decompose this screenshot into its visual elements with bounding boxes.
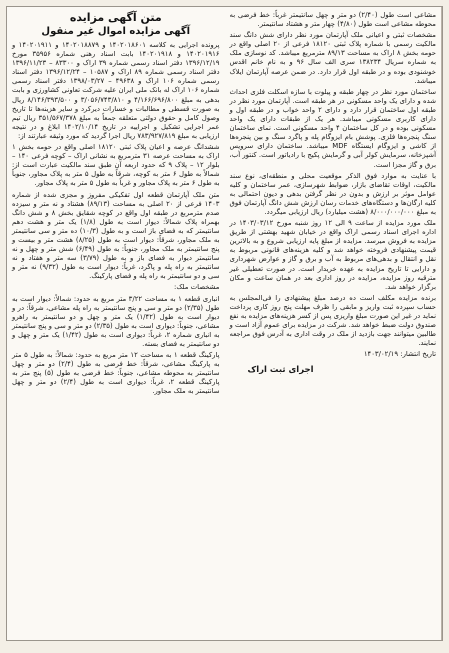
right-paragraph-3: متن ملک آپارتمان قطعه اول تفکیکی مفروز و مجزی شده از شماره ۱۴۰۳ فرعی از ۲۰ اصلی به مساحت (۸۹/۱۳) هشتاد و نه متر و سیزده صدم مترمربع در طبقه اول واقع در کوچه شقایق بخش ۸ و شش دانگ بهمراه پلاک شمالاً: دیوار است به طول (۱/۸) یک متر و هشت دهم سانتیمتر که به فضای باز است و به طول (۱۰/۳) ده متر و سی سانتیمتر به ملک مجاور، شرقاً: دیوار است به طول (۸/۲۵) هشت متر و بیست و پنج سانتیمتر به ملک مجاور، جنوباً: به طول (۶/۴۹) شش متر و چهل و نه سانتیمتر دیوار به فضای باز و به طول (۳/۷۹) سه متر و هفتاد و نه سانتیمتر به راه پله و پاگرد، غرباً: دیوار است به طول (۹/۳۲) نه متر و سی و دو سانتیمتر به راه پله و فضای پارکینگ. bbox=[12, 190, 220, 281]
left-paragraph-1: مشاعی است طول (۲/۴۰) دو متر و چهل سانتیمتر غرباً: خط فرضی به محوطه مشاعی است طول (۴/۸۰) چهار متر و هشتاد سانتیمتر. bbox=[229, 11, 437, 29]
notice-page bbox=[6, 6, 443, 641]
spec-parking: پارکینگ قطعه ۱ به مساحت ۱۲ متر مربع به حدود: شمالاً: به طول ۵ متر به پارکینگ مشاعی، شرقاً: خط فرضی به طول (۲/۴) دو متر و چهل سانتیمتر به محوطه مشاعی، جنوباً: خط فرضی به طول (۵) پنج متر به پارکینگ قطعه ۲، غرباً: دیواری است به طول (۲/۴) دو متر و چهل سانتیمتر به ملک مجاور. bbox=[12, 351, 220, 396]
left-paragraph-5: ملک مورد مزایده از ساعت ۹ الی ۱۲ روز شنبه مورخ ۱۴۰۳/۰۳/۱۲ در اداره اجرای اسناد رسمی اراک واقع در خیابان شهید بهشتی از طریق مزایده به فروش میرسد. مزایده از مبلغ پایه ارزیابی شروع و به بالاترین قیمت پیشنهادی فروخته خواهد شد و کلیه هزینه‌های قانونی مربوط به نقل و انتقال و بدهی‌های مربوط به آب و برق و گاز و عوارض شهرداری و دارایی تا تاریخ مزایده به عهده خریدار است. در صورت تعطیلی غیر مترقبه روز مزایده، مزایده در روز اداری بعد در همان ساعت و مکان برگزار خواهد شد. bbox=[229, 219, 436, 291]
notice-subtitle: آگهی مزایده اموال غیر منقول bbox=[41, 26, 191, 37]
notice-header bbox=[12, 11, 220, 38]
spec-storage: انباری قطعه ۱ به مساحت ۳/۲۲ متر مربع به حدود: شمالاً: دیوار است به طول (۲/۳۵) دو متر و سی و پنج سانتیمتر به راه پله مشاعی، شرقاً: در و دیوار است به طول (۱/۴۲) یک متر و چهل و دو سانتیمتر به راهرو مشاعی، جنوباً: دیواری است به طول (۲/۳۵) دو متر و سی و پنج سانتیمتر به انباری شماره ۲، غرباً: دیواری است به طول (۱/۴۲) یک متر و چهل و دو سانتیمتر به فضای بسته. bbox=[12, 294, 220, 348]
notice-title: متن آگهی مزایده bbox=[69, 11, 162, 24]
specs-heading: مشخصات ملک: bbox=[174, 283, 220, 292]
right-column bbox=[7, 7, 225, 640]
left-paragraph-3: ساختمان مورد نظر در چهار طبقه و پیلوت با سازه اسکلت فلزی احداث شده و دارای یک واحد مسکونی در هر طبقه است. آپارتمان مورد نظر در طبقه اول ساختمان قرار دارد و دارای ۲ واحد خواب و در طبقه اول و دارای کاربری مسکونی میباشد. هر یک از طبقات دارای یک واحد مسکونی بوده و در کل ساختمان ۴ واحد مسکونی است. نمای ساختمان سنگ پنجره‌ها فلزی. پوشش بام ایزوگام پله و پاگرد سنگ و بین پنجره‌ها از کاشی و ایزوگام ایستگاه MDF میباشد. ساختمان دارای سرویس آشپزخانه، سرمایش کولر آبی و گرمایش پکیج با رادیاتور است. کنتور آب، برق و گاز مجزا است. bbox=[229, 87, 437, 169]
signature: اجرای ثبت اراک bbox=[247, 365, 314, 376]
left-paragraph-2: مشخصات ثبتی و اعیانی ملک آپارتمان مورد نظر دارای شش دانگ سند مالکیت رسمی با شماره پلاک ثبتی ۱۸۱۲۰ فرعی از ۲۰ اصلی واقع در حومه بخش ۸ اراک به مساحت ۸۹/۱۳ مترمربع میباشد. کد نوسازی ملک به شماره سریال ۱۳۸۲۳۴ سری الف سال ۹۶ و به نام خانم اقدس خوشنودی بوده و در طبقه اول قرار دارد. در ضمن عرصه آپارتمان ایلاک میباشد. bbox=[229, 31, 436, 85]
right-paragraph-1: پرونده اجرایی به کلاسه ۱۴۰۲۰۱۸۶۰۱ و ۱۴۰۲۰۱۸۸۷۹ و ۱۴۰۲۰۱۹۱۱ و ۱۴۰۲۰۱۹۱۶ و ۱۴۰۲۰۱۹۱۸ بابت اسناد رهنی شماره ۳۵۹۵۶ مورخ ۱۳۹۶/۱۲/۱۹ دفتر اسناد رسمی شماره ۳۹ اراک و ۸۳۳۰۰ – ۱۳۹۶/۱۱/۲۳ دفتر اسناد رسمی شماره ۸۹ اراک و ۱۰۵۸۷ – ۱۳۹۶/۱۲/۲۴ دفتر اسناد رسمی شماره ۱۰۶ اراک و ۴۹۶۳۸ – ۱۳۹۸/۰۳/۲۷ دفتر اسناد رسمی شماره ۱۰۶ اراک له بانک ملی ایران علیه شرکت تعاونی کشاورزی و بابت بدهی به مبلغ ۴/۱۶۶/۶۹۶/۸۰۰ و ۳/۰۵۶/۷۴۳/۸۱۰ و ۸/۱۴۶/۳۹۳/۵۰۰ ریال به صورت قسطی و مطالبات و خسارات دیرکرد و سایر هزینه‌ها تا تاریخ وصول کامل و حقوق دولتی متعلقه جمعاً به مبلغ ۳۵۱/۵۶۷/۳۷۸ ریال تیم عمر اجرایی تشکیل و اجراییه در تاریخ ۱۴۰۲/۱۰/۱۴ ابلاغ و در نتیجه ارزیابی به مبلغ ۷۸۳/۹۲۷/۸۱۹ ریال اجرا گردید که مورد وثیقه عبارتند از: bbox=[12, 41, 220, 140]
left-column bbox=[225, 7, 443, 640]
left-paragraph-6: برنده مزایده مکلف است ده درصد مبلغ پیشنهادی را فی‌المجلس به حساب سپرده ثبت واریز و مابقی را ظرف مهلت پنج روز کاری پرداخت نماید در غیر این صورت مبلغ واریزی پس از کسر هزینه‌های مزایده به نفع صندوق دولت ضبط خواهد شد. شرکت در مزایده برای عموم آزاد است و طالبین میتوانند جهت بازدید از ملک در وقت اداری به آدرس فوق مراجعه نمایند. bbox=[229, 293, 436, 348]
publish-date: تاریخ انتشار: ۱۴۰۳/۰۲/۱۹ bbox=[363, 350, 436, 359]
left-paragraph-4: با عنایت به موارد فوق الذکر موقعیت محلی و منطقه‌ای، نوع سند مالکیت، اوقات تقاضای بازار، ضوابط شهرسازی، عمر ساختمان و کلیه عوامل موثر بر ارزش و بدون در نظر گرفتن بدهی و دیون احتمالی به کلیه ارگان‌ها و دستگاه‌های خدمات رسان ارزش شش دانگ آپارتمان فوق به مبلغ ۸/۰۰۰/۰۰۰/۰۰۰ (هشت میلیارد) ریال ارزیابی میگردد. bbox=[229, 171, 436, 216]
right-paragraph-2: ششدانگ عرصه و اعیان پلاک ثبتی ۱۸۱۲۰ اصلی واقع در حومه بخش ۱ اراک به مساحت عرصه ۳۱ مترمربع به نشانی اراک – کوچه فرعی ۱۴۰ – بلوار ۱۲ – پلاک ۹ که حدود اربعه آن طبق سند مالکیت عبارت است از: شمالاً به طول ۶ متر به کوچه، شرقاً به طول ۵ متر به پلاک مجاور، جنوباً به طول ۶ متر به پلاک مجاور و غرباً به طول ۵ متر به پلاک مجاور. bbox=[12, 143, 220, 188]
